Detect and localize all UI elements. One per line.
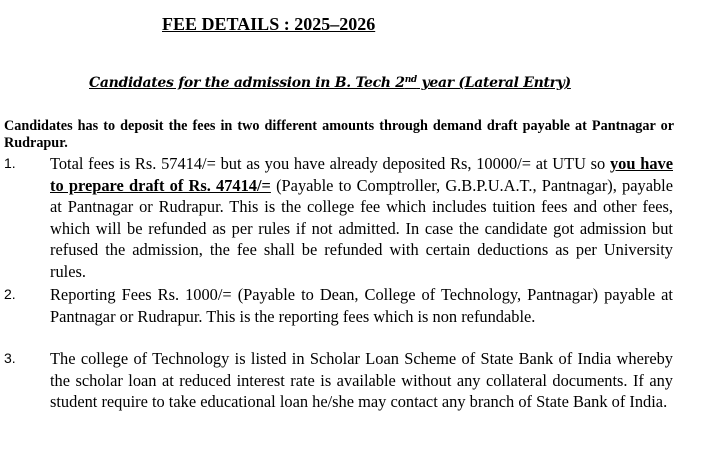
list-item-number: 1. (4, 155, 16, 171)
list-item-number: 3. (4, 350, 16, 366)
subtitle-superscript: nd (404, 75, 417, 85)
subtitle-suffix: year (Lateral Entry) (416, 75, 571, 91)
list-item-text: The college of Technology is listed in Scholar Loan Scheme of State Bank of India whereby the scholar loan at reduced interest rate is available without any collateral documents. If any student require to take educational loan he/she may contact any branch of State Bank of India. (50, 349, 673, 411)
page-subtitle (89, 75, 571, 91)
item-text-before: Total fees is Rs. 57414/= but as you have already deposited Rs, 10000/= at UTU so (50, 154, 610, 173)
list-item-number: 2. (4, 286, 16, 302)
intro-paragraph: Candidates has to deposit the fees in two different amounts through demand draft payable at Pantnagar or Rudrapur. (4, 118, 674, 151)
item-text-after: (Payable to Comptroller, G.B.P.U.A.T., Pantnagar), payable at Pantnagar or Rudrapur. This is the college fee which includes tuition fees and other fees, which will be refunded as per rules if not admitted. In case the candidate got admission but refused the admission, the fee shall be refunded with certain deductions as per University rules. (50, 175, 673, 281)
list-item-text: Reporting Fees Rs. 1000/= (Payable to Dean, College of Technology, Pantnagar) payable at Pantnagar or Rudrapur. This is the reporting fees which is non refundable. (50, 285, 673, 326)
list-item-text (50, 153, 673, 282)
subtitle-prefix: Candidates for the admission in B. Tech 2 (89, 75, 405, 91)
page-title: FEE DETAILS : 2025–2026 (162, 14, 376, 34)
draft-amount-emphasis: you have to prepare draft of Rs. 47414/= (50, 154, 673, 195)
